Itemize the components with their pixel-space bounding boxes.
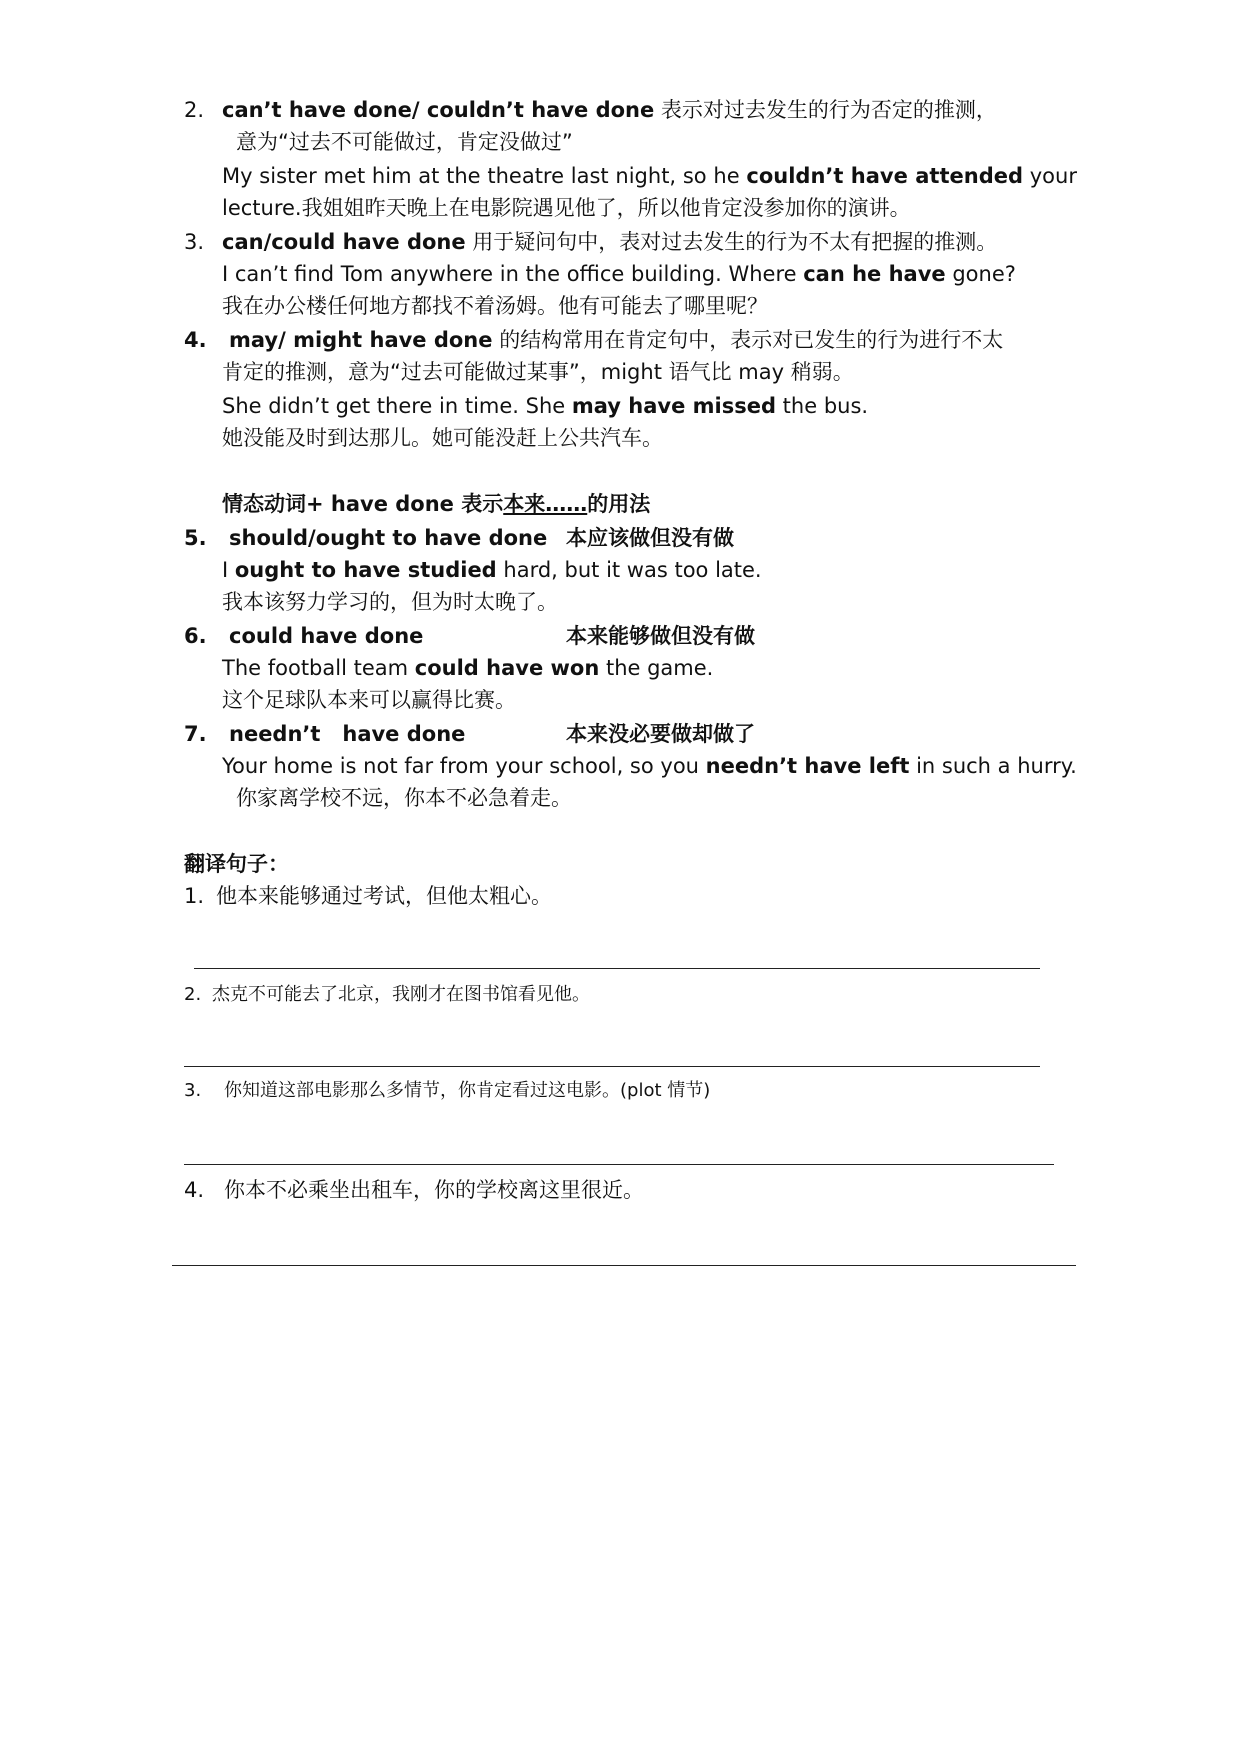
item-example-line2: lecture.我姐姐昨天晚上在电影院遇见他了，所以他肯定没参加你的演讲。 xyxy=(222,196,911,220)
item-example xyxy=(222,560,762,581)
item-example xyxy=(222,264,1016,285)
item-heading-line2: 肯定的推测，意为“过去可能做过某事”，might 语气比 may 稍弱。 xyxy=(222,360,854,384)
exercise-number: 2. xyxy=(184,984,202,1005)
example-text: I can’t find Tom anywhere in the office building. Where xyxy=(222,262,804,286)
example-text: Your home is not far from your school, so you xyxy=(222,754,706,778)
item-heading xyxy=(222,100,997,121)
exercise-sentence: 杰克不可能去了北京，我刚才在图书馆看见他。 xyxy=(212,984,590,1005)
answer-line[interactable] xyxy=(184,1164,1054,1165)
section-heading-text: 的用法 xyxy=(587,492,651,516)
item-number: 6. xyxy=(184,624,207,648)
item-example xyxy=(222,658,713,679)
item-translation: 这个足球队本来可以赢得比赛。 xyxy=(222,688,516,712)
item-example xyxy=(222,756,1077,777)
example-text: your xyxy=(1023,164,1077,188)
example-text: the game. xyxy=(599,656,714,680)
item-number: 7. xyxy=(184,722,207,746)
example-highlight: ought to have studied xyxy=(234,558,497,582)
example-text: the bus. xyxy=(776,394,869,418)
item-number: 5. xyxy=(184,526,207,550)
item-meaning: 本应该做但没有做 xyxy=(566,526,734,550)
example-text: My sister met him at the theatre last night, so he xyxy=(222,164,747,188)
item-heading-text: 用于疑问句中，表对过去发生的行为不太有把握的推测。 xyxy=(465,230,998,254)
item-number: 4. xyxy=(184,328,207,352)
item-heading-text: 的结构常用在肯定句中，表示对已发生的行为进行不太 xyxy=(492,328,1004,352)
example-highlight: needn’t have left xyxy=(705,754,910,778)
answer-line[interactable] xyxy=(172,1265,1076,1266)
item-number: 2. xyxy=(184,98,205,122)
item-heading-phrase: can’t have done/ couldn’t have done xyxy=(222,98,655,122)
exercise-sentence: 你本不必乘坐出租车，你的学校离这里很近。 xyxy=(224,1178,644,1202)
example-highlight: couldn’t have attended xyxy=(746,164,1023,188)
section-heading-underlined: 本来…… xyxy=(503,492,588,516)
item-meaning: 本来没必要做却做了 xyxy=(566,722,755,746)
item-phrase: needn’t have done xyxy=(229,722,466,746)
item-meaning: 本来能够做但没有做 xyxy=(566,624,755,648)
exercise-sentence: 他本来能够通过考试，但他太粗心。 xyxy=(216,884,552,908)
item-phrase: should/ought to have done xyxy=(229,526,548,550)
example-text: hard, but it was too late. xyxy=(496,558,762,582)
item-heading-phrase: may/ might have done xyxy=(229,328,493,352)
example-highlight: can he have xyxy=(803,262,946,286)
example-text: I xyxy=(222,558,235,582)
item-translation: 你家离学校不远，你本不必急着走。 xyxy=(236,786,572,810)
exercise-number: 1. xyxy=(184,884,205,908)
item-translation: 我本该努力学习的，但为时太晚了。 xyxy=(222,590,558,614)
exercise-sentence: 你知道这部电影那么多情节，你肯定看过这电影。(plot 情节) xyxy=(224,1080,711,1101)
item-number: 3. xyxy=(184,230,205,254)
item-phrase: could have done xyxy=(229,624,424,648)
item-example xyxy=(222,166,1077,187)
exercise-number: 4. xyxy=(184,1178,205,1202)
item-heading xyxy=(222,232,997,253)
answer-line[interactable] xyxy=(194,968,1040,969)
example-text: She didn’t get there in time. She xyxy=(222,394,572,418)
section-heading xyxy=(222,494,650,515)
exercise-title: 翻译句子： xyxy=(184,852,289,876)
example-text: The football team xyxy=(222,656,415,680)
example-highlight: may have missed xyxy=(571,394,776,418)
example-text: gone? xyxy=(945,262,1016,286)
example-highlight: could have won xyxy=(414,656,600,680)
item-heading-phrase: can/could have done xyxy=(222,230,466,254)
example-text: in such a hurry. xyxy=(909,754,1077,778)
item-translation: 她没能及时到达那儿。她可能没赶上公共汽车。 xyxy=(222,426,663,450)
item-heading-text: 表示对过去发生的行为否定的推测， xyxy=(654,98,997,122)
exercise-number: 3. xyxy=(184,1080,202,1101)
item-heading xyxy=(229,330,1003,351)
item-example xyxy=(222,396,868,417)
section-heading-text: 情态动词+ have done 表示 xyxy=(222,492,504,516)
item-translation: 我在办公楼任何地方都找不着汤姆。他有可能去了哪里呢？ xyxy=(222,294,768,318)
item-heading-line2: 意为“过去不可能做过，肯定没做过” xyxy=(236,130,573,154)
answer-line[interactable] xyxy=(184,1066,1040,1067)
